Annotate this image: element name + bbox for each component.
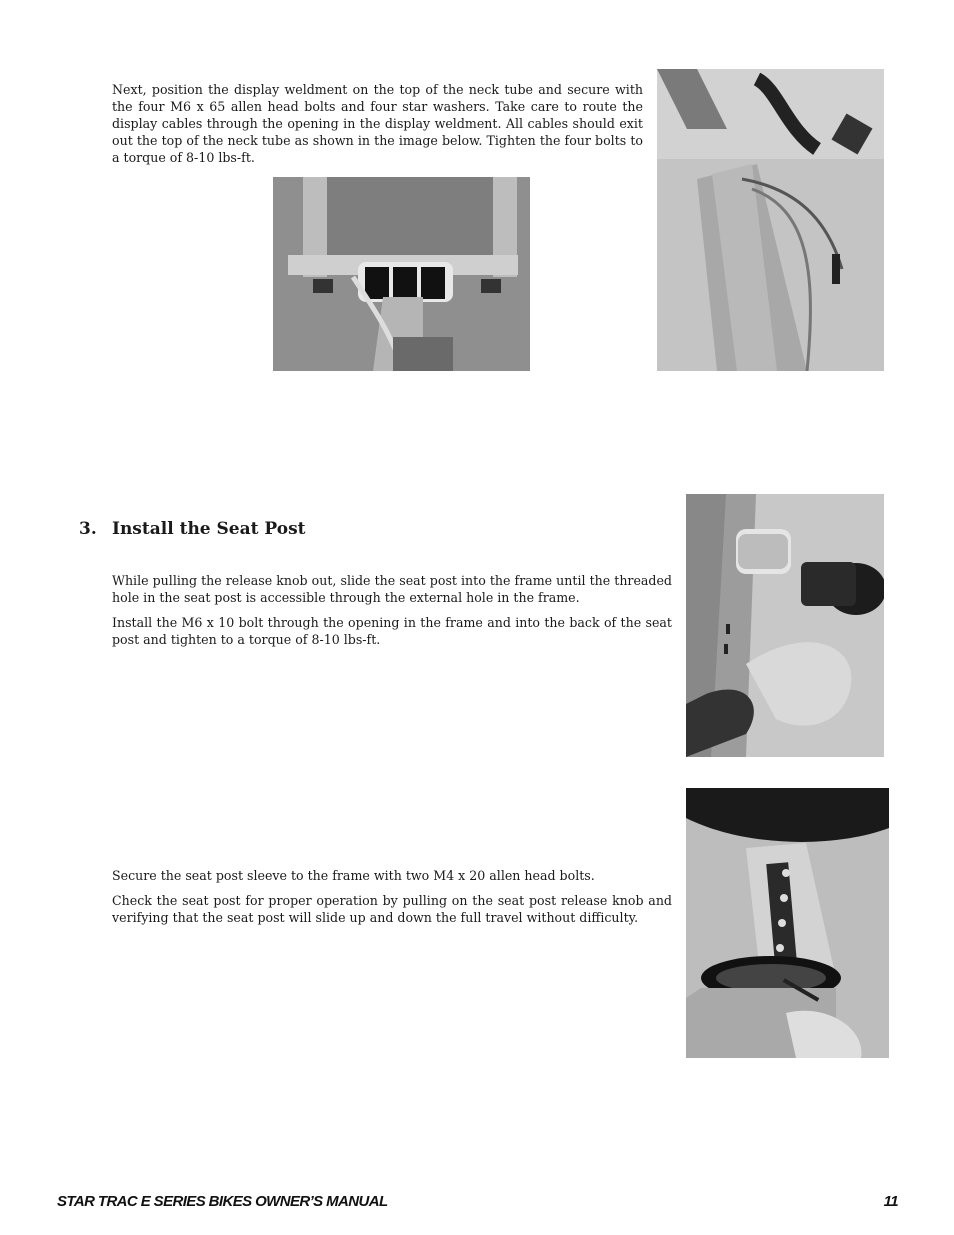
neck-tube-cables-photo bbox=[657, 69, 884, 371]
seat-post-instruction-4: Check the seat post for proper operation by pulling on the seat post release knob and verifying that the seat post will slide up and down the full travel without difficulty. bbox=[112, 893, 672, 925]
seat-post-instruction-2: Install the M6 x 10 bolt through the opening in the frame and into the back of the seat post and tighten to a torque of 8-10 lbs-ft. bbox=[112, 615, 672, 647]
release-knob-photo bbox=[686, 494, 884, 757]
seat-post-instruction-1: While pulling the release knob out, slide the seat post into the frame until the threaded hole in the seat post is accessible through the external hole in the frame. bbox=[112, 573, 672, 605]
section-heading bbox=[79, 519, 306, 539]
footer-manual-title: STAR TRAC E SERIES BIKES OWNER’S MANUAL bbox=[57, 1193, 388, 1210]
section-number: 3. bbox=[79, 519, 97, 539]
display-weldment-instructions: Next, position the display weldment on the top of the neck tube and secure with the four M6 x 65 allen head bolts and four star washers. Take care to route the display cables through the opening in the display weldment. All cables should exit out the top of the neck tube as shown in the image below. Tighten the four bolts to a torque of 8-10 lbs-ft. bbox=[112, 82, 643, 165]
seat-post-sleeve-photo bbox=[686, 788, 889, 1058]
seat-post-instruction-3: Secure the seat post sleeve to the frame with two M4 x 20 allen head bolts. bbox=[112, 868, 595, 883]
footer-page-number: 11 bbox=[883, 1193, 898, 1210]
section-title: Install the Seat Post bbox=[112, 519, 306, 539]
weldment-opening-photo bbox=[273, 177, 530, 371]
